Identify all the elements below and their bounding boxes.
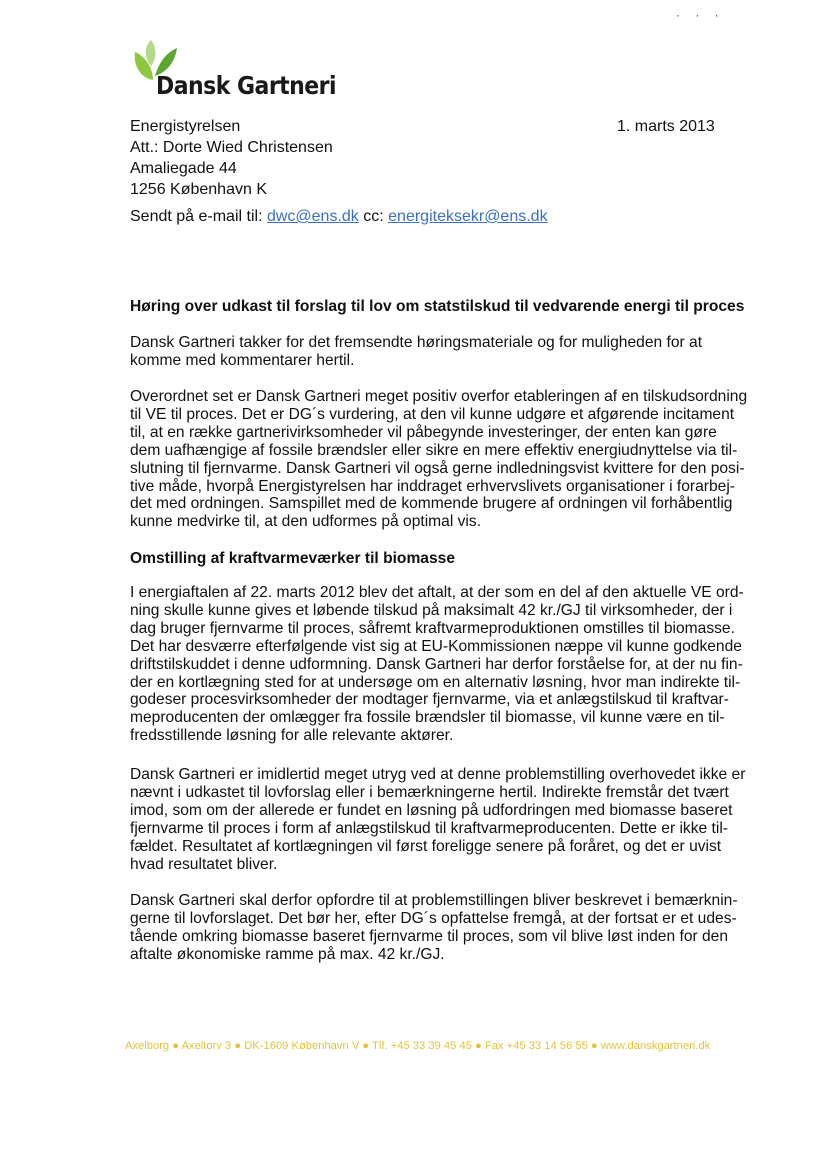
text-line: ning skulle kunne gives et løbende tilskud på maksimalt 42 kr./GJ til virksomheder, der i: [130, 601, 733, 619]
text-line: det med ordningen. Samspillet med de kommende brugere af ordningen vil forhåbentlig: [130, 495, 733, 513]
text-line: Dansk Gartneri er imidlertid meget utryg ved at denne problemstilling overhovedet ikke er: [130, 766, 746, 783]
logo-wordmark: Dansk Gartneri: [156, 71, 337, 100]
cc-label: cc:: [358, 208, 389, 225]
dansk-gartneri-logo: [131, 36, 337, 100]
paragraph-energy-agreement: [130, 584, 742, 745]
letter-date: 1. marts 2013: [617, 118, 715, 135]
text-line: kunne medvirke til, at den udformes på optimal vis.: [130, 513, 482, 531]
paragraph-concern: [130, 766, 746, 873]
text-line: fredsstillende løsning for alle relevante aktører.: [130, 727, 454, 745]
scan-marks: · · ·: [676, 8, 725, 22]
text-line: meproducenten der omlægger fra fossile brændsler til biomasse, vil kunne være en til-: [130, 709, 725, 727]
text-line: dem uafhængige af fossile brændsler eller sikre en mere effektiv energiudnyttelse via til-: [130, 441, 738, 459]
text-line: komme med kommentarer hertil.: [130, 351, 355, 369]
text-line: godeser procesvirksomheder der modtager fjernvarme, via et anlægstilskud til kraftvar-: [130, 691, 729, 709]
text-line: Det har desværre efterfølgende vist sig at EU-Kommissionen næppe vil kunne godkende: [130, 637, 742, 655]
text-line: tående omkring biomasse baseret fjernvarme til proces, som vil blive løst inden for den: [130, 927, 729, 945]
text-line: Overordnet set er Dansk Gartneri meget positiv overfor etableringen af en tilskudsordning: [130, 388, 748, 405]
heading-section: Omstilling af kraftvarmeværker til biomasse: [130, 550, 456, 567]
text-line: til VE til proces. Det er DG´s vurdering, at den vil kunne udgøre et afgørende incitament: [130, 405, 735, 423]
text-line: I energiaftalen af 22. marts 2012 blev det aftalt, at der som en del af den aktuelle VE ord-: [130, 584, 744, 601]
paragraph-intro: [130, 334, 742, 370]
footer-contact: Axelborg ● Axeltorv 3 ● DK-1609 København V ● Tlf. +45 33 39 45 45 ● Fax +45 33 14 56 55 ● www.danskgartneri.dk: [125, 1040, 711, 1052]
text-line: nævnt i udkastet til lovforslag eller i bemærkningerne hertil. Indirekte fremstår det tvært: [130, 783, 729, 801]
recipient-line: Att.: Dorte Wied Christensen: [130, 139, 333, 156]
text-line: Dansk Gartneri takker for det fremsendte høringsmateriale og for muligheden for at: [130, 334, 703, 351]
heading-subject: Høring over udkast til forslag til lov om statstilskud til vedvarende energi til proces: [130, 298, 745, 315]
recipient-address: [130, 116, 333, 200]
text-line: slutning til fjernvarme. Dansk Gartneri vil også gerne indledningsvist kvittere for den posi-: [130, 459, 745, 477]
text-line: fjernvarme til proces i form af anlægstilskud til kraftvarmeproducenten. Dette er ikke til-: [130, 819, 728, 837]
recipient-line: Amaliegade 44: [130, 160, 237, 177]
email-link-cc[interactable]: energiteksekr@ens.dk: [388, 208, 548, 225]
text-line: fældet. Resultatet af kortlægningen vil først foreligge senere på foråret, og det er uvist: [130, 837, 722, 855]
text-line: der en kortlægning sted for at undersøge om en alternativ løsning, hvor man indirekte til-: [130, 673, 741, 691]
sent-prefix: Sendt på e-mail til:: [130, 208, 267, 225]
text-line: gerne til lovforslaget. Det bør her, efter DG´s opfattelse fremgå, at der fortsat er et udes-: [130, 909, 737, 927]
text-line: tive måde, hvorpå Energistyrelsen har inddraget erhvervslivets organisationer i forarbej-: [130, 477, 735, 495]
text-line: til, at en række gartnerivirksomheder vil påbegynde investeringer, der enten kan gøre: [130, 423, 717, 441]
text-line: aftalte økonomiske ramme på max. 42 kr./GJ.: [130, 945, 445, 963]
recipient-line: 1256 København K: [130, 181, 267, 198]
email-link-primary[interactable]: dwc@ens.dk: [266, 208, 359, 225]
text-line: hvad resultatet bliver.: [130, 855, 278, 873]
paragraph-request: [130, 892, 742, 964]
text-line: imod, som om der allerede er fundet en løsning på udfordringen med biomasse baseret: [130, 801, 733, 819]
sent-line: [130, 206, 548, 227]
text-line: Dansk Gartneri skal derfor opfordre til at problemstillingen bliver beskrevet i bemærknin-: [130, 892, 738, 909]
text-line: driftstilskuddet i denne udformning. Dansk Gartneri har derfor forståelse for, at der nu fin-: [130, 655, 743, 673]
text-line: dag bruger fjernvarme til proces, såfremt kraftvarmeproduktionen omstilles til biomasse.: [130, 619, 735, 637]
recipient-line: Energistyrelsen: [130, 118, 241, 135]
paragraph-overview: [130, 388, 748, 531]
